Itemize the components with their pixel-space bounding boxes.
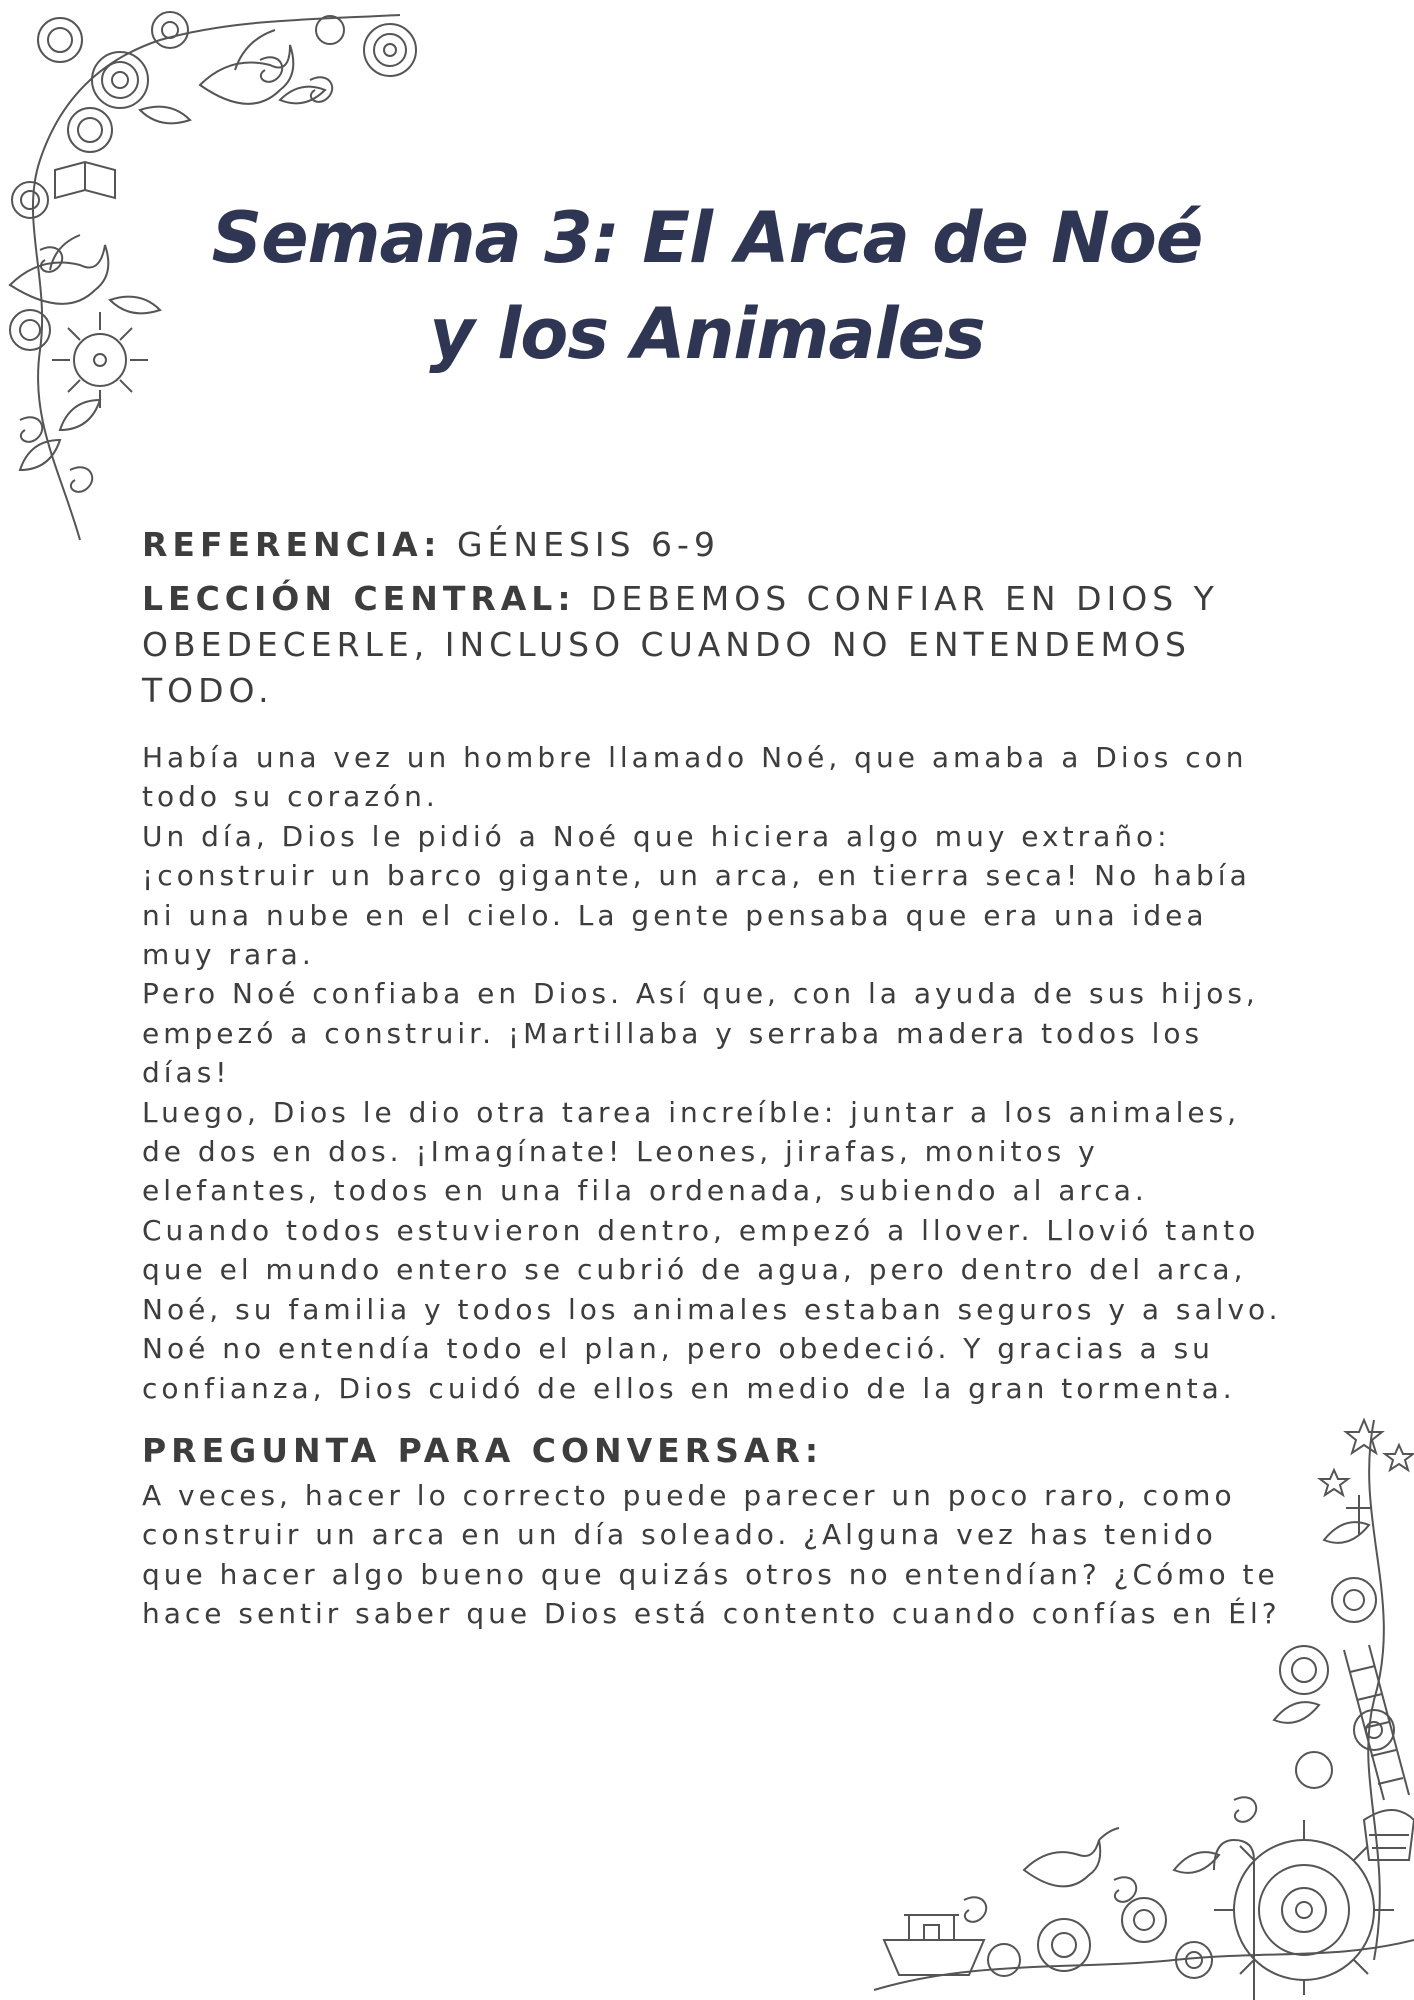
story-paragraph: Un día, Dios le pidió a Noé que hiciera algo muy extraño: ¡construir un barco gigante, un arca, en tierra seca! No había ni una nube en el cielo. La gente pensaba que era una idea muy rara. <box>142 819 1251 972</box>
story-paragraph: Luego, Dios le dio otra tarea increíble: juntar a los animales, de dos en dos. ¡Imagínate! Leones, jirafas, monitos y elefantes, todos en una fila ordenada, subiendo al arca. <box>142 1095 1241 1208</box>
title-line-1: Semana 3: El Arca de Noé <box>211 197 1203 279</box>
reference-value: GÉNESIS 6-9 <box>456 525 720 564</box>
title-line-2: y los Animales <box>429 293 985 375</box>
discussion-question-heading: PREGUNTA PARA CONVERSAR: <box>142 1430 824 1470</box>
story-paragraph: Cuando todos estuvieron dentro, empezó a llover. Llovió tanto que el mundo entero se cubrió de agua, pero dentro del arca, Noé, su familia y todos los animales estaban seguros y a salvo. <box>142 1213 1282 1326</box>
central-lesson <box>142 576 1282 714</box>
central-lesson-text: DEBEMOS CONFIAR EN DIOS Y OBEDECERLE, INCLUSO CUANDO NO ENTENDEMOS TODO. <box>142 579 1219 710</box>
story-paragraph: Noé no entendía todo el plan, pero obedeció. Y gracias a su confianza, Dios cuidó de ellos en medio de la gran tormenta. <box>142 1332 1236 1405</box>
story-paragraph: Había una vez un hombre llamado Noé, que amaba a Dios con todo su corazón. <box>142 741 1248 814</box>
page-title <box>180 190 1234 382</box>
discussion-question-text: A veces, hacer lo correcto puede parecer un poco raro, como construir un arca en un día soleado. ¿Alguna vez has tenido que hacer algo bueno que quizás otros no entendían? ¿Cómo te hace sentir saber que Dios está contento cuando confías en Él? <box>142 1478 1281 1631</box>
reference-line <box>142 522 1282 568</box>
lesson-content <box>142 522 1282 1634</box>
central-lesson-label: LECCIÓN CENTRAL: <box>142 579 576 618</box>
story-paragraph: Pero Noé confiaba en Dios. Así que, con la ayuda de sus hijos, empezó a construir. ¡Martillaba y serraba madera todos los días! <box>142 977 1259 1090</box>
reference-label: REFERENCIA: <box>142 525 442 564</box>
story-text <box>142 738 1282 1408</box>
